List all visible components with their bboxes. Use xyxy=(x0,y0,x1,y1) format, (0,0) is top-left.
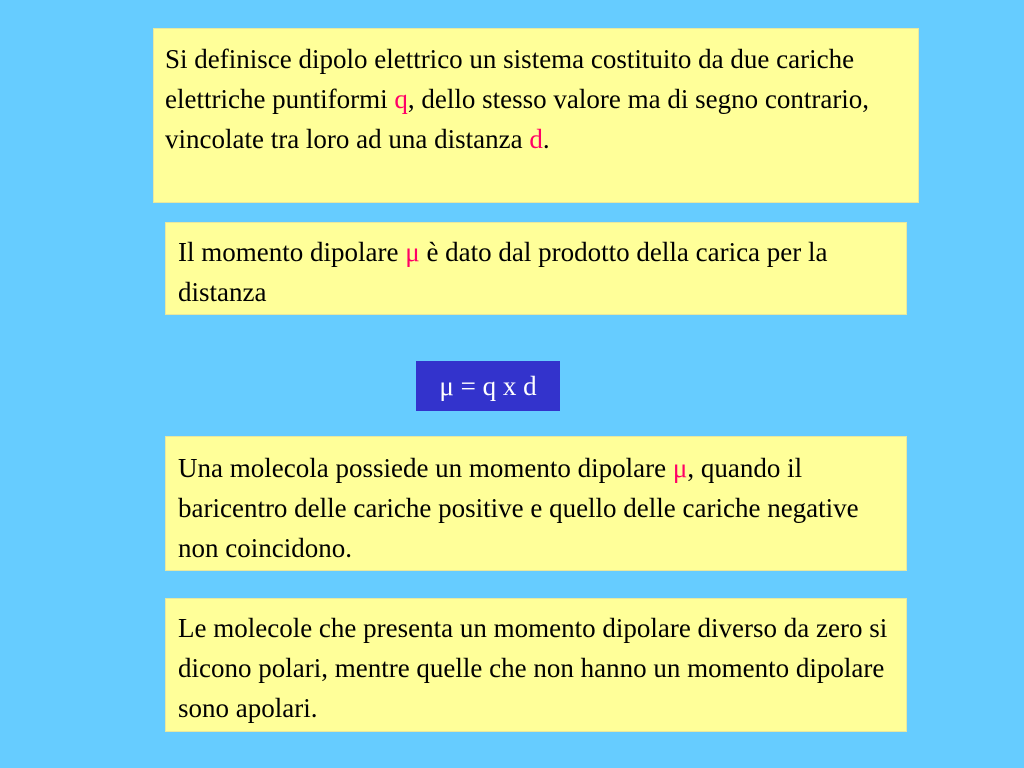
polarity-box xyxy=(165,598,907,732)
definition-box xyxy=(153,28,919,203)
definition-text-1: Si definisce dipolo elettrico un sistema costituito da due cariche elettriche puntiformi xyxy=(165,44,855,114)
symbol-d: d xyxy=(529,124,543,154)
symbol-mu: μ xyxy=(672,453,688,483)
molecule-box xyxy=(165,436,907,571)
dipole-moment-text-1: Il momento dipolare xyxy=(178,237,406,267)
molecule-text-2: , quando il baricentro delle cariche positive e quello delle cariche negative non coincidono. xyxy=(178,453,859,563)
symbol-q: q xyxy=(394,84,408,114)
symbol-mu: μ xyxy=(405,237,420,267)
definition-text-3: . xyxy=(542,124,550,154)
definition-text-2: , dello stesso valore ma di segno contrario, vincolate tra loro ad una distanza xyxy=(165,84,870,154)
dipole-moment-text-2: è dato dal prodotto della carica per la distanza xyxy=(178,237,828,307)
polarity-text: Le molecole che presenta un momento dipolare diverso da zero si dicono polari, mentre quelle che non hanno un momento dipolare sono apolari. xyxy=(178,613,888,723)
molecule-text-1: Una molecola possiede un momento dipolare xyxy=(178,453,673,483)
dipole-moment-box xyxy=(165,222,907,315)
formula-box: μ = q x d xyxy=(416,361,560,411)
